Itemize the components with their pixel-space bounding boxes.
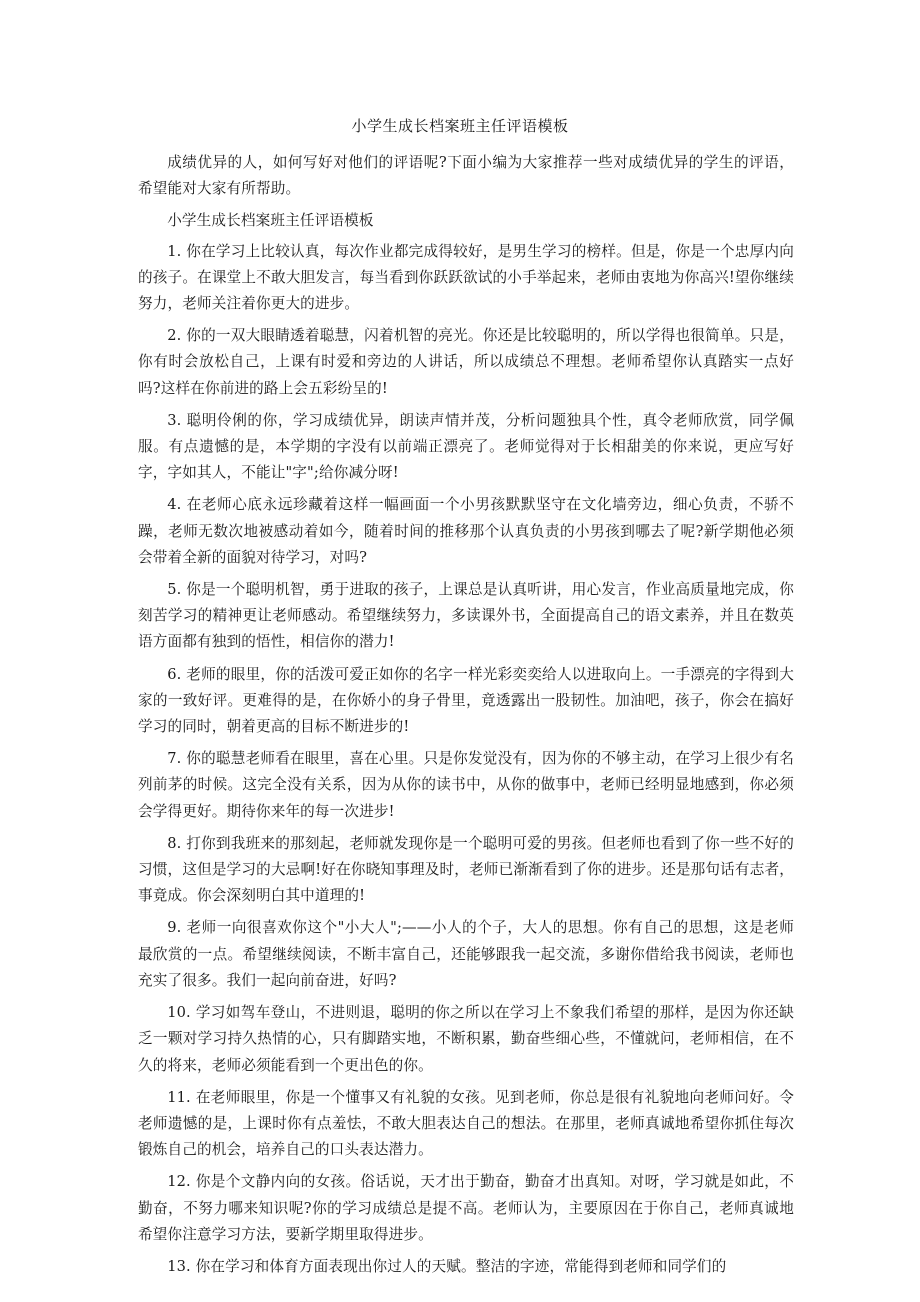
- comment-item-2: 2. 你的一双大眼睛透着聪慧，闪着机智的亮光。你还是比较聪明的，所以学得也很简单。只是，你有时会放松自己，上课有时爱和旁边的人讲话，所以成绩总不理想。老师希望你认真踏实一点好吗?这样在你前进的路上会五彩纷呈的!: [138, 327, 794, 397]
- comment-item-7: 7. 你的聪慧老师看在眼里，喜在心里。只是你发觉没有，因为你的不够主动，在学习上很少有名列前茅的时候。这完全没有关系，因为从你的读书中，从你的做事中，老师已经明显地感到，你必须会学得更好。期待你来年的每一次进步!: [138, 750, 794, 820]
- comment-item-8: 8. 打你到我班来的那刻起，老师就发现你是一个聪明可爱的男孩。但老师也看到了你一些不好的习惯，这但是学习的大忌啊!好在你晓知事理及时，老师已渐渐看到了你的进步。还是那句话有志者，事竟成。你会深刻明白其中道理的!: [138, 834, 794, 905]
- comment-item-11: 11. 在老师眼里，你是一个懂事又有礼貌的女孩。见到老师，你总是很有礼貌地向老师问好。令老师遗憾的是，上课时你有点羞怯，不敢大胆表达自己的想法。在那里，老师真诚地希望你抓住每次锻炼自己的机会，培养自己的口头表达潜力。: [138, 1088, 794, 1159]
- comment-item-12: 12. 你是个文静内向的女孩。俗话说，天才出于勤奋，勤奋才出真知。对呀，学习就是如此，不勤奋，不努力哪来知识呢?你的学习成绩总是提不高。老师认为，主要原因在于你自己，老师真诚地希望你注意学习方法，要新学期里取得进步。: [138, 1173, 794, 1243]
- section-subtitle: 小学生成长档案班主任评语模板: [167, 212, 374, 230]
- comment-item-5: 5. 你是一个聪明机智，勇于进取的孩子，上课总是认真听讲，用心发言，作业高质量地完成，你刻苦学习的精神更让老师感动。希望继续努力，多读课外书，全面提高自己的语文素养，并且在数英语方面都有独到的悟性，相信你的潜力!: [138, 581, 794, 651]
- document-body: [138, 150, 794, 1286]
- comment-item-4: 4. 在老师心底永远珍藏着这样一幅画面一个小男孩默默坚守在文化墙旁边，细心负责，不骄不躁，老师无数次地被感动着如今，随着时间的推移那个认真负责的小男孩到哪去了呢?新学期他必须会带着全新的面貌对待学习，对吗?: [138, 496, 794, 566]
- intro-paragraph: 成绩优异的人，如何写好对他们的评语呢?下面小编为大家推荐一些对成绩优异的学生的评语，希望能对大家有所帮助。: [138, 154, 794, 198]
- comment-item-3: 3. 聪明伶俐的你，学习成绩优异，朗读声情并茂，分析问题独具个性，真令老师欣赏，同学佩服。有点遗憾的是，本学期的字没有以前端正漂亮了。老师觉得对于长相甜美的你来说，更应写好字，字如其人，不能让"字";给你减分呀!: [138, 411, 794, 482]
- comment-item-9: 9. 老师一向很喜欢你这个"小大人";——小人的个子，大人的思想。你有自己的思想，这是老师最欣赏的一点。希望继续阅读，不断丰富自己，还能够跟我一起交流，多谢你借给我书阅读，老师也充实了很多。我们一起向前奋进，好吗?: [138, 919, 794, 989]
- comment-item-10: 10. 学习如驾车登山，不进则退，聪明的你之所以在学习上不象我们希望的那样，是因为你还缺乏一颗对学习持久热情的心，只有脚踏实地，不断积累，勤奋些细心些，不懂就问，老师相信，在不久的将来，老师必须能看到一个更出色的你。: [138, 1004, 794, 1074]
- comment-item-6: 6. 老师的眼里，你的活泼可爱正如你的名字一样光彩奕奕给人以进取向上。一手漂亮的字得到大家的一致好评。更难得的是，在你娇小的身子骨里，竟透露出一股韧性。加油吧，孩子，你会在搞好学习的同时，朝着更高的目标不断进步的!: [138, 665, 794, 736]
- comment-item-13: 13. 你在学习和体育方面表现出你过人的天赋。整洁的字迹，常能得到老师和同学们的: [167, 1257, 727, 1275]
- comment-item-1: 1. 你在学习上比较认真，每次作业都完成得较好，是男生学习的榜样。但是，你是一个忠厚内向的孩子。在课堂上不敢大胆发言，每当看到你跃跃欲试的小手举起来，老师由衷地为你高兴!望你继续努力，老师关注着你更大的进步。: [138, 242, 794, 313]
- document-title: 小学生成长档案班主任评语模板: [351, 117, 569, 135]
